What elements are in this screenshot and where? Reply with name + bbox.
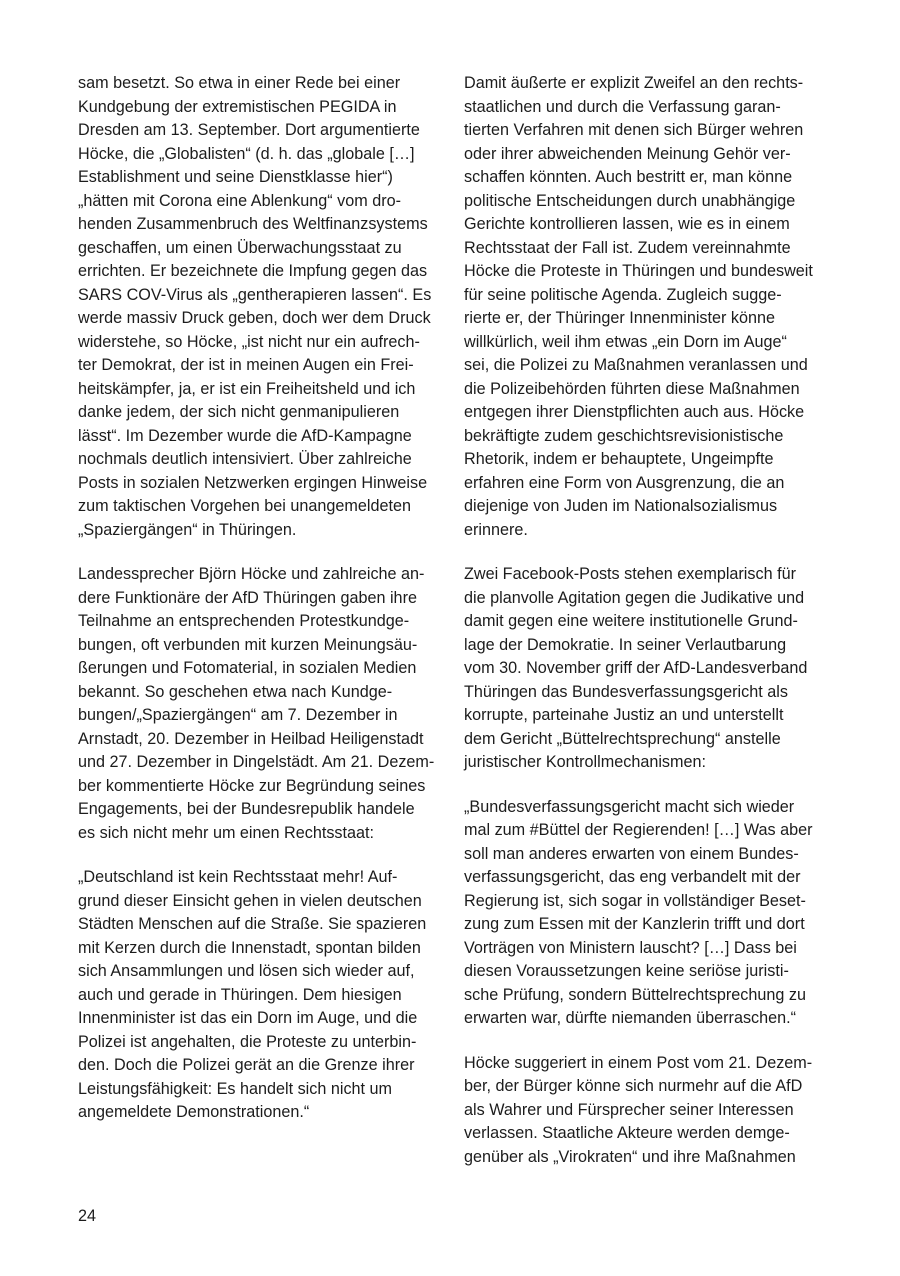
- text-line: bekannt. So geschehen etwa nach Kundge-: [78, 682, 393, 701]
- text-line: bungen/„Spaziergängen“ am 7. Dezember in: [78, 706, 398, 724]
- text-line: Leistungsfähigkeit: Es handelt sich nicht um: [78, 1079, 393, 1098]
- text-line: Arnstadt, 20. Dezember in Heilbad Heiligenstadt: [78, 729, 424, 748]
- text-line: henden Zusammenbruch des Weltfinanzsystems: [78, 215, 428, 233]
- text-line: Establishment und seine Dienstklasse hier“): [78, 168, 393, 186]
- text-line: Rhetorik, indem er behauptete, Ungeimpfte: [464, 450, 774, 468]
- text-line: „Deutschland ist kein Rechtsstaat mehr! Auf-: [78, 868, 398, 886]
- text-line: staatlichen und durch die Verfassung garan-: [464, 97, 781, 116]
- paragraph: [464, 563, 822, 775]
- text-line: damit gegen eine weitere institutionelle Grund-: [464, 612, 798, 630]
- text-line: Städten Menschen auf die Straße. Sie spazieren: [78, 915, 427, 933]
- text-line: sam besetzt. So etwa in einer Rede bei einer: [78, 74, 401, 92]
- text-line: Zwei Facebook-Posts stehen exemplarisch für: [464, 565, 796, 583]
- text-line: die Polizeibehörden führten diese Maßnahmen: [464, 379, 800, 398]
- text-line: danke jedem, der sich nicht genmanipulieren: [78, 403, 400, 421]
- paragraph: [78, 866, 436, 1125]
- text-line: für seine politische Agenda. Zugleich sugge-: [464, 285, 782, 304]
- text-line: geschaffen, um einen Überwachungsstaat zu: [78, 238, 402, 257]
- text-line: „Spaziergängen“ in Thüringen.: [78, 520, 297, 539]
- text-line: erinnere.: [464, 520, 528, 539]
- text-line: verlassen. Staatliche Akteure werden demge-: [464, 1124, 790, 1142]
- text-line: sei, die Polizei zu Maßnahmen veranlassen und: [464, 356, 808, 374]
- text-line: „hätten mit Corona eine Ablenkung“ vom dro-: [78, 191, 402, 210]
- text-line: tierten Verfahren mit denen sich Bürger wehren: [464, 121, 804, 139]
- text-line: schaffen könnten. Auch bestritt er, man könne: [464, 168, 793, 186]
- text-line: rierte er, der Thüringer Innenminister könne: [464, 309, 776, 327]
- text-line: angemeldete Demonstrationen.“: [78, 1103, 310, 1121]
- text-line: bungen, oft verbunden mit kurzen Meinungsäu-: [78, 635, 418, 654]
- paragraph: [464, 796, 822, 1031]
- text-line: ßerungen und Fotomaterial, in sozialen Medien: [78, 659, 417, 677]
- text-line: Höcke, die „Globalisten“ (d. h. das „globale […]: [78, 144, 415, 163]
- text-line: zung zum Essen mit der Kanzlerin trifft und dort: [464, 915, 805, 933]
- text-line: Gerichte kontrollieren lassen, wie es in einem: [464, 215, 790, 233]
- text-line: diejenige von Juden im Nationalsozialismus: [464, 497, 778, 515]
- text-line: Innenminister ist das ein Dorn im Auge, und die: [78, 1009, 418, 1027]
- text-line: vom 30. November griff der AfD-Landesverband: [464, 659, 808, 677]
- text-line: „Bundesverfassungsgericht macht sich wieder: [464, 797, 795, 816]
- text-line: lässt“. Im Dezember wurde die AfD-Kampagne: [78, 426, 412, 445]
- text-line: zum taktischen Vorgehen bei unangemeldeten: [78, 497, 411, 515]
- text-line: sich Ansammlungen und lösen sich wieder auf,: [78, 962, 415, 980]
- text-line: Dresden am 13. September. Dort argumentierte: [78, 121, 420, 139]
- text-line: oder ihrer abweichenden Meinung Gehör ver-: [464, 144, 791, 163]
- paragraph: [464, 72, 822, 542]
- text-line: diesen Voraussetzungen keine seriöse juristi-: [464, 962, 789, 980]
- text-line: ber, der Bürger könne sich nurmehr auf die AfD: [464, 1077, 803, 1095]
- text-line: Regierung ist, sich sogar in vollständiger Beset-: [464, 891, 806, 910]
- text-line: willkürlich, weil ihm etwas „ein Dorn im Auge“: [464, 332, 787, 351]
- paragraph: [78, 563, 436, 845]
- paragraph: [464, 1052, 822, 1170]
- text-line: Kundgebung der extremistischen PEGIDA in: [78, 97, 397, 116]
- text-line: genüber als „Virokraten“ und ihre Maßnahmen: [464, 1147, 796, 1166]
- text-line: soll man anderes erwarten von einem Bundes-: [464, 844, 799, 863]
- text-line: als Wahrer und Fürsprecher seiner Interessen: [464, 1100, 794, 1119]
- text-line: Teilnahme an entsprechenden Protestkundge-: [78, 612, 410, 630]
- paragraph: [78, 72, 436, 542]
- text-line: widerstehe, so Höcke, „ist nicht nur ein aufrech-: [78, 332, 420, 351]
- text-line: politische Entscheidungen durch unabhängige: [464, 191, 796, 210]
- right-column: [464, 72, 822, 1190]
- text-line: Rechtsstaat der Fall ist. Zudem vereinnahmte: [464, 238, 791, 257]
- text-line: werde massiv Druck geben, doch wer dem Druck: [78, 309, 431, 327]
- text-line: juristischer Kontrollmechanismen:: [464, 753, 707, 771]
- text-line: lage der Demokratie. In seiner Verlautbarung: [464, 635, 787, 654]
- text-line: ber kommentierte Höcke zur Begründung seines: [78, 776, 426, 795]
- text-line: Posts in sozialen Netzwerken ergingen Hinweise: [78, 473, 428, 492]
- text-line: erwarten war, dürfte niemanden überraschen.“: [464, 1009, 797, 1027]
- text-line: sche Prüfung, sondern Büttelrechtsprechung zu: [464, 985, 806, 1004]
- text-line: es sich nicht mehr um einen Rechtsstaat:: [78, 823, 375, 842]
- text-line: den. Doch die Polizei gerät an die Grenze ihrer: [78, 1056, 415, 1074]
- text-line: nochmals deutlich intensiviert. Über zahlreiche: [78, 450, 412, 468]
- text-line: ter Demokrat, der ist in meinen Augen ein Frei-: [78, 356, 414, 374]
- text-line: entgegen ihrer Dienstpflichten auch aus. Höcke: [464, 403, 805, 421]
- text-line: bekräftigte zudem geschichtsrevisionistische: [464, 426, 784, 445]
- text-line: Thüringen das Bundesverfassungsgericht als: [464, 682, 788, 701]
- text-line: mal zum #Büttel der Regierenden! […] Was aber: [464, 821, 813, 839]
- text-line: dere Funktionäre der AfD Thüringen gaben ihre: [78, 588, 417, 607]
- text-line: und 27. Dezember in Dingelstädt. Am 21. Dezem-: [78, 753, 435, 771]
- text-line: errichten. Er bezeichnete die Impfung gegen das: [78, 262, 428, 280]
- text-line: dem Gericht „Büttelrechtsprechung“ anstelle: [464, 729, 781, 748]
- text-line: Landessprecher Björn Höcke und zahlreiche an-: [78, 565, 425, 583]
- text-line: Höcke die Proteste in Thüringen und bundesweit: [464, 262, 813, 280]
- text-line: mit Kerzen durch die Innenstadt, spontan bilden: [78, 938, 421, 957]
- text-line: Höcke suggeriert in einem Post vom 21. Dezem-: [464, 1053, 813, 1072]
- text-line: korrupte, parteinahe Justiz an und unterstellt: [464, 706, 784, 724]
- text-line: Vorträgen von Ministern lauscht? […] Dass bei: [464, 938, 797, 957]
- text-line: Engagements, bei der Bundesrepublik handele: [78, 800, 415, 818]
- text-line: die planvolle Agitation gegen die Judikative und: [464, 588, 805, 607]
- text-line: Damit äußerte er explizit Zweifel an den rechts-: [464, 74, 804, 92]
- text-line: heitskämpfer, ja, er ist ein Freiheitsheld und ich: [78, 379, 416, 398]
- page-number: 24: [78, 1207, 97, 1225]
- left-column: [78, 72, 436, 1146]
- text-line: Polizei ist angehalten, die Proteste zu unterbin-: [78, 1032, 417, 1051]
- text-line: auch und gerade in Thüringen. Dem hiesigen: [78, 985, 402, 1004]
- text-line: verfassungsgericht, das eng verbandelt mit der: [464, 868, 801, 886]
- text-line: grund dieser Einsicht gehen in vielen deutschen: [78, 891, 422, 910]
- text-line: SARS COV-Virus als „gentherapieren lassen“. Es: [78, 285, 432, 304]
- text-line: erfahren eine Form von Ausgrenzung, die an: [464, 473, 785, 492]
